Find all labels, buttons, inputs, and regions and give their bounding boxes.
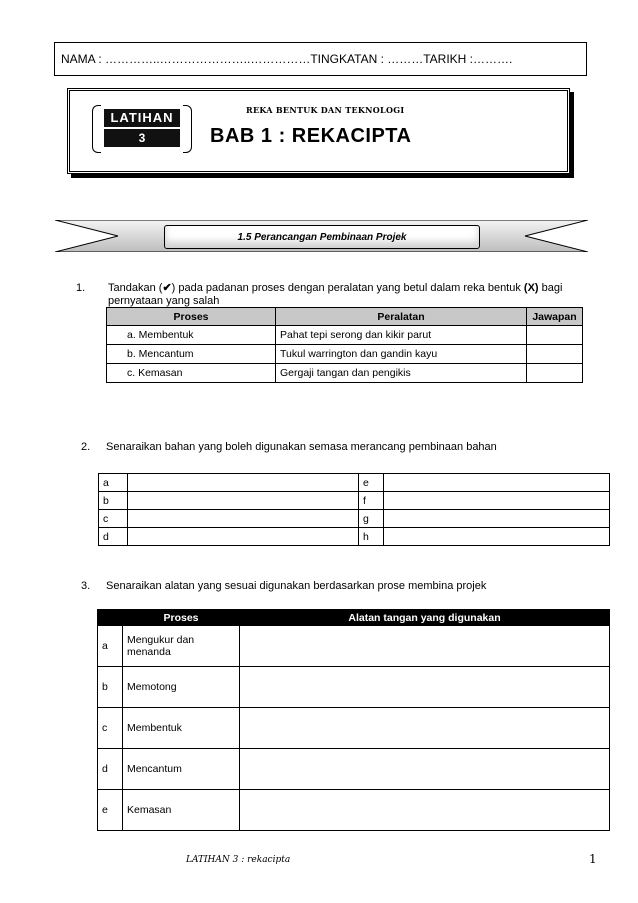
chapter-title: BAB 1 : REKACIPTA (210, 125, 412, 147)
student-info-line: NAMA : …………..…………………..……………TINGKATAN : ………TARIKH :………. (61, 52, 513, 66)
q3-answer-cell[interactable] (240, 790, 610, 831)
q3-proses-cell: Mengukur dan menanda (123, 626, 240, 667)
x-mark: (X) (523, 282, 539, 294)
q2-answer-cell[interactable] (384, 492, 610, 510)
q1-answer-cell[interactable] (527, 326, 583, 345)
table-row (98, 667, 610, 708)
q1-peralatan-cell: Gergaji tangan dan pengikis (276, 364, 527, 383)
q3-table (97, 609, 610, 831)
q1-header-jawapan: Jawapan (527, 308, 583, 326)
q2-label-cell: g (359, 510, 384, 528)
q2-text: Senaraikan bahan yang boleh digunakan semasa merancang pembinaan bahan (106, 441, 497, 453)
student-info-box (54, 42, 587, 76)
q2-label-cell: b (99, 492, 128, 510)
right-brace-icon (183, 105, 192, 153)
footer-text: LATIHAN 3 : rekacipta (186, 855, 291, 865)
q2-answer-cell[interactable] (384, 474, 610, 492)
q1-header-peralatan: Peralatan (276, 308, 527, 326)
q1-answer-cell[interactable] (527, 345, 583, 364)
q3-header-blank (98, 610, 123, 626)
q3-label-cell: c (98, 708, 123, 749)
check-icon: ✔ (162, 282, 172, 294)
q3-answer-cell[interactable] (240, 626, 610, 667)
q3-answer-cell[interactable] (240, 708, 610, 749)
q3-number: 3. (81, 580, 91, 592)
q2-label-cell: h (359, 528, 384, 546)
q2-label-cell: c (99, 510, 128, 528)
q3-label-cell: e (98, 790, 123, 831)
q2-number: 2. (81, 441, 91, 453)
table-row (107, 364, 583, 383)
left-brace-icon (92, 105, 101, 153)
q1-peralatan-cell: Tukul warrington dan gandin kayu (276, 345, 527, 364)
q3-proses-cell: Mencantum (123, 749, 240, 790)
table-row (99, 528, 610, 546)
section-banner-label: 1.5 Perancangan Pembinaan Projek (164, 225, 480, 249)
q1-peralatan-cell: Pahat tepi serong dan kikir parut (276, 326, 527, 345)
q2-answer-cell[interactable] (128, 528, 359, 546)
q1-table (106, 307, 583, 383)
subject-title: REKA BENTUK DAN TEKNOLOGI (246, 105, 405, 115)
table-row (98, 708, 610, 749)
q2-table (98, 473, 610, 546)
q2-answer-cell[interactable] (128, 510, 359, 528)
latihan-badge (92, 105, 192, 155)
q3-label-cell: b (98, 667, 123, 708)
title-box (67, 88, 570, 174)
q1-proses-cell: c. Kemasan (107, 364, 276, 383)
q2-answer-cell[interactable] (384, 528, 610, 546)
q2-label-cell: d (99, 528, 128, 546)
page-number: 1 (589, 852, 597, 866)
q3-header-alatan: Alatan tangan yang digunakan (240, 610, 610, 626)
q3-label-cell: d (98, 749, 123, 790)
q3-text: Senaraikan alatan yang sesuai digunakan berdasarkan prose membina projek (106, 580, 487, 592)
q3-proses-cell: Kemasan (123, 790, 240, 831)
q1-text-b: ) pada padanan proses dengan peralatan yang betul dalam reka bentuk (171, 282, 524, 294)
q2-answer-cell[interactable] (128, 474, 359, 492)
table-row (98, 749, 610, 790)
q3-proses-cell: Membentuk (123, 708, 240, 749)
q3-header-proses: Proses (123, 610, 240, 626)
q3-header-row (98, 610, 610, 626)
q1-header-proses: Proses (107, 308, 276, 326)
q3-label-cell: a (98, 626, 123, 667)
q2-label-cell: e (359, 474, 384, 492)
table-row (107, 326, 583, 345)
table-row (98, 626, 610, 667)
q1-header-row (107, 308, 583, 326)
q1-text-a: Tandakan ( (108, 282, 163, 294)
q3-proses-cell: Memotong (123, 667, 240, 708)
table-row (98, 790, 610, 831)
latihan-number: 3 (104, 129, 180, 147)
table-row (99, 474, 610, 492)
q1-proses-cell: a. Membentuk (107, 326, 276, 345)
q1-answer-cell[interactable] (527, 364, 583, 383)
q1-number: 1. (76, 282, 86, 294)
q1-text-c: bagi pernyataan yang salah (108, 282, 563, 307)
q2-label-cell: f (359, 492, 384, 510)
table-row (99, 510, 610, 528)
q3-answer-cell[interactable] (240, 749, 610, 790)
q2-answer-cell[interactable] (128, 492, 359, 510)
q1-proses-cell: b. Mencantum (107, 345, 276, 364)
q2-answer-cell[interactable] (384, 510, 610, 528)
q3-answer-cell[interactable] (240, 667, 610, 708)
q2-label-cell: a (99, 474, 128, 492)
table-row (107, 345, 583, 364)
q1-text (108, 282, 598, 308)
table-row (99, 492, 610, 510)
latihan-label: LATIHAN (104, 109, 180, 127)
